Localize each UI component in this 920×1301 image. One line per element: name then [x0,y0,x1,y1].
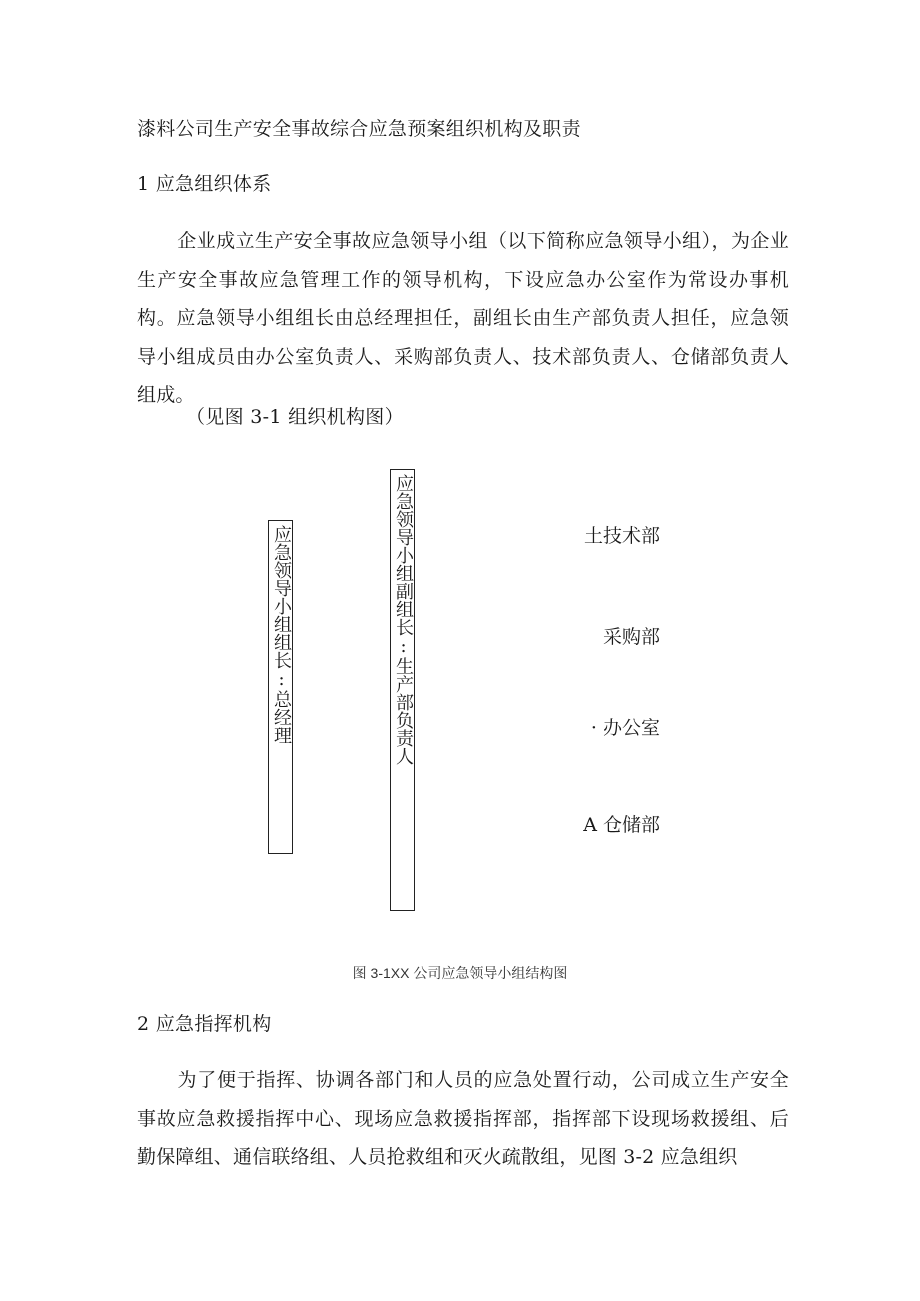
org-dept-office: · 办公室 [590,717,660,739]
figure-caption: 图 3-1XX 公司应急领导小组结构图 [352,965,568,981]
section-2-paragraph [137,1061,789,1177]
document-title: 漆料公司生产安全事故综合应急预案组织机构及职责 [137,118,581,140]
org-dept-technology: 土技术部 [583,525,660,547]
org-dept-purchasing: 采购部 [602,626,660,648]
section-2-paragraph-text: 为了便于指挥、协调各部门和人员的应急处置行动，公司成立生产安全事故应急救援指挥中心、现场应急救援指挥部，指挥部下设现场救援组、后勤保障组、通信联络组、人员抢救组和灭火疏散组，见图 3-2 应急组织 [137,1069,789,1168]
section-1-paragraph-text: 企业成立生产安全事故应急领导小组（以下简称应急领导小组），为企业生产安全事故应急管理工作的领导机构，下设应急办公室作为常设办事机构。应急领导小组组长由总经理担任，副组长由生产部负责人担任，应急领导小组成员由办公室负责人、采购部负责人、技术部负责人、仓储部负责人组成。 [137,230,789,406]
section-1-paragraph [137,222,789,415]
section-2-heading: 2 应急指挥机构 [137,1013,272,1035]
org-dept-warehouse: A 仓储部 [583,814,660,836]
figure-reference: （见图 3-1 组织机构图） [186,406,404,428]
org-deputy-box: 应急领导小组副组长:生产部负责人 [390,469,415,911]
org-leader-box: 应急领导小组组长:总经理 [268,520,293,854]
section-1-heading: 1 应急组织体系 [137,173,272,195]
